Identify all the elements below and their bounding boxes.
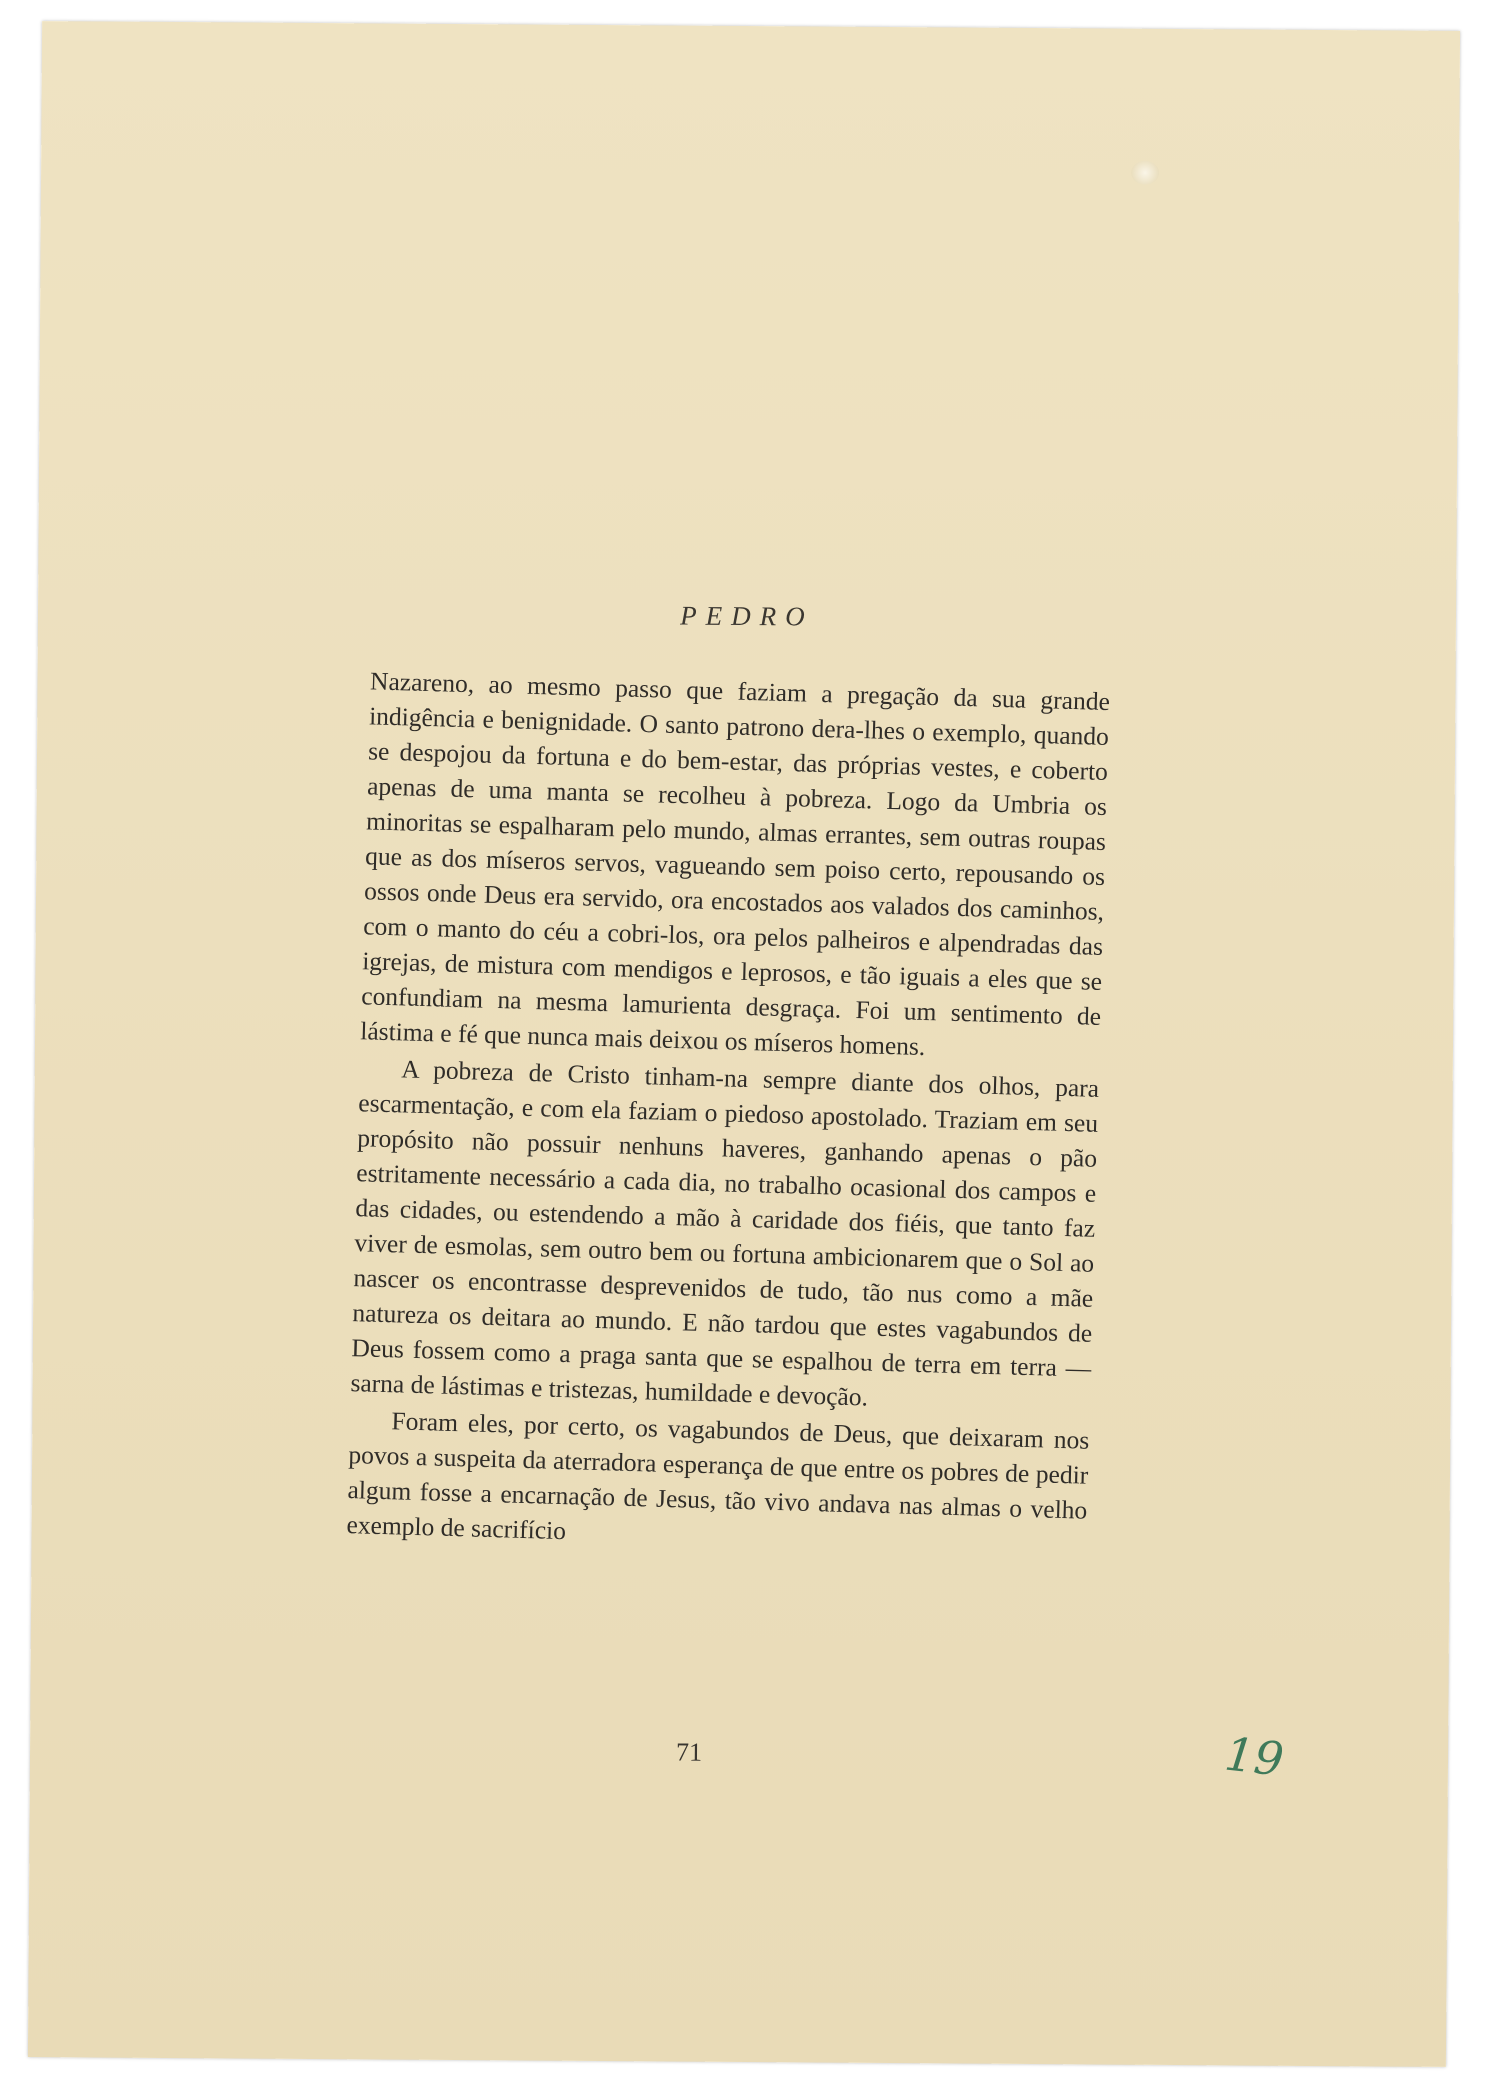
paragraph-2: A pobreza de Cristo tinham-na sempre diante dos olhos, para escarmentação, e com ela faziam o piedoso apostolado. Traziam em seu propósito não possuir nenhuns haveres, ganhando apenas o pão estritamente necessário a cada dia, no trabalho ocasional dos campos e das cidades, ou estendendo a mão à caridade dos fiéis, que tanto faz viver de esmolas, sem outro bem ou fortuna ambicionarem que o Sol ao nascer os encontrasse desprevenidos de tudo, tão nus como a mãe natureza os deitara ao mundo. E não tardou que estes vagabundos de Deus fossem como a praga santa que se espalhou de terra em terra — sarna de lástimas e tristezas, humildade e devoção. xyxy=(350,1054,1100,1412)
page-number: 71 xyxy=(675,1737,703,1767)
running-header: PEDRO xyxy=(680,600,814,632)
document-page xyxy=(28,21,1460,2067)
paragraph-3: Foram eles, por certo, os vagabundos de Deus, que deixaram nos povos a suspeita da aterradora esperança de que entre os pobres de pedir algum fosse a encarnação de Jesus, tão vivo andava nas almas o velho exemplo de sacrifício xyxy=(346,1406,1090,1546)
body-text xyxy=(346,663,1110,1562)
paragraph-1: Nazareno, ao mesmo passo que faziam a pregação da sua grande indigência e benignidade. O santo patrono dera-lhes o exemplo, quando se despojou da fortuna e do bem-estar, das próprias vestes, e coberto apenas de uma manta se recolheu à pobreza. Logo da Umbria os minoritas se espalharam pelo mundo, almas errantes, sem outras roupas que as dos míseros servos, vagueando sem poiso certo, repousando os ossos onde Deus era servido, ora encostados aos valados dos caminhos, com o manto do céu a cobri-los, ora pelos palheiros e alpendradas das igrejas, de mistura com mendigos e leprosos, e tão iguais a eles que se confundiam na mesma lamurienta desgraça. Foi um sentimento de lástima e fé que nunca mais deixou os míseros homens. xyxy=(359,666,1111,1062)
handwritten-folio-number: 19 xyxy=(1222,1726,1287,1787)
paper-damage-mark xyxy=(1131,161,1159,185)
